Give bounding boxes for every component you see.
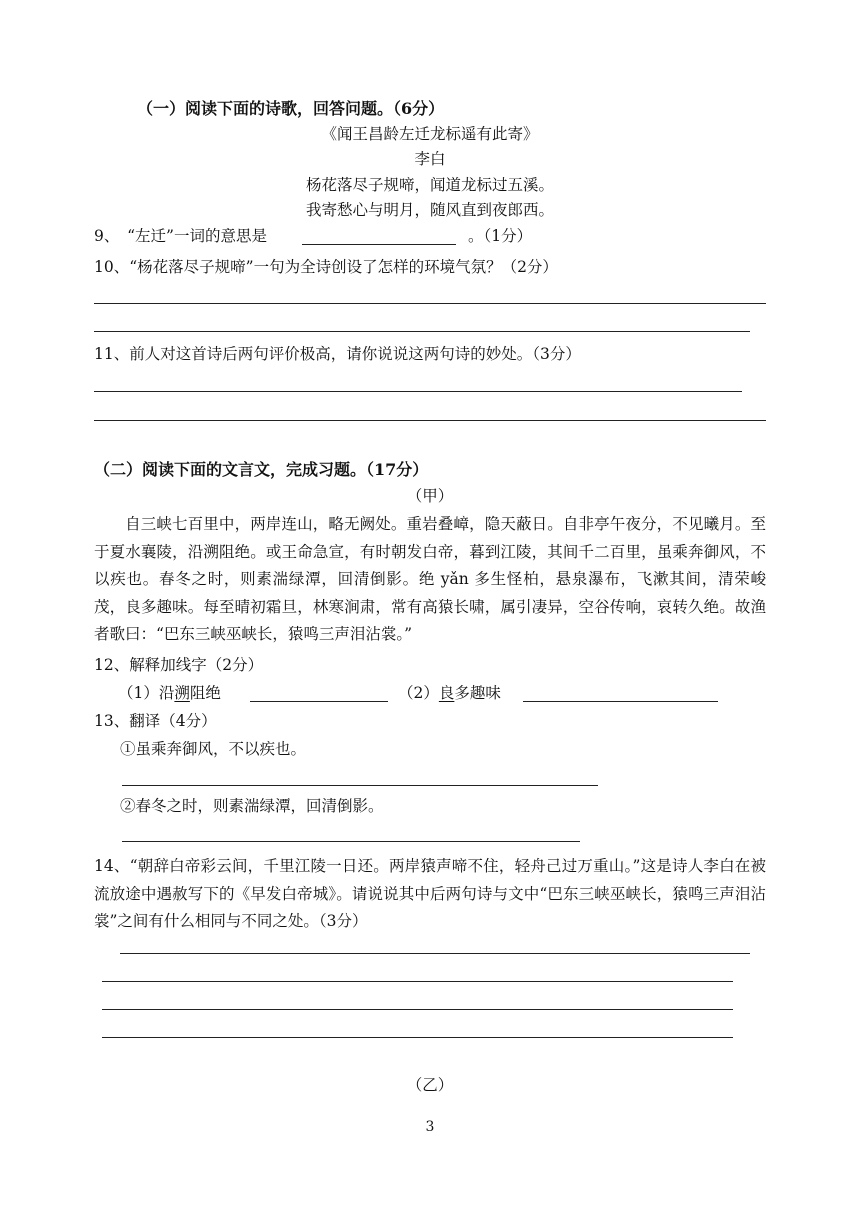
question-13-2: ②春冬之时，则素湍绿潭，回清倒影。 [120,797,384,815]
question-13: 13、翻译（4分） [94,712,217,730]
poem-author: 李白 [414,150,446,168]
answer-line-14a[interactable] [120,953,750,954]
answer-line-13-2[interactable] [122,841,580,842]
sub-heading-jia: （甲） [406,487,454,505]
answer-line-12-2[interactable] [523,701,718,702]
answer-line-13-1[interactable] [122,785,598,786]
question-12-2: （2）良多趣味 [398,684,501,702]
section2-header: （二）阅读下面的文言文，完成习题。（17分） [94,460,429,479]
poem-line-2: 我寄愁心与明月，随风直到夜郎西。 [305,201,554,219]
section1-header: （一）阅读下面的诗歌，回答问题。（6分） [137,99,445,118]
question-11: 11、前人对这首诗后两句评价极高，请你说说这两句诗的妙处。（3分） [94,345,581,363]
answer-line-9[interactable] [302,244,456,245]
answer-line-12-1[interactable] [250,701,388,702]
question-9-score: 。（1分） [468,227,533,245]
answer-line-11b[interactable] [94,420,766,421]
question-12: 12、解释加线字（2分） [94,656,264,674]
answer-line-10a[interactable] [94,303,766,304]
answer-line-14c[interactable] [102,1009,733,1010]
answer-line-11a[interactable] [94,391,742,392]
underlined-word-liang: 良 [438,684,455,702]
poem-title: 《闻王昌龄左迁龙标遥有此寄》 [321,125,539,143]
classical-passage: 自三峡七百里中，两岸连山，略无阙处。重岩叠嶂，隐天蔽日。自非亭午夜分，不见曦月。至于夏水襄陵，沿溯阻绝。或王命急宣，有时朝发白帝，暮到江陵，其间千二百里，虽乘奔御风，不以疾也。春冬之时，则素湍绿潭，回清倒影。绝 yǎn 多生怪柏，悬泉瀑布，飞漱其间，清荣峻茂，良多趣味。每至晴初霜旦，林寒涧肃，常有高猿长啸，属引凄异，空谷传响，哀转久绝。故渔者歌曰：“巴东三峡巫峡长，猿鸣三声泪沾裳。” [94,515,766,643]
question-9: 9、 “左迁”一词的意思是 [94,227,267,245]
question-13-1: ①虽乘奔御风，不以疾也。 [120,740,307,758]
question-14: 14、“朝辞白帝彩云间，千里江陵一日还。两岸猿声啼不住，轻舟己过万重山。”这是诗人李白在被流放途中遇赦写下的《早发白帝城》。请说说其中后两句诗与文中“巴东三峡巫峡长，猿鸣三声泪沾裳”之间有什么相同与不同之处。（3分） [94,857,766,930]
answer-line-10b[interactable] [94,331,750,332]
question-12-1: （1）沿溯阻绝 [118,684,221,702]
poem-line-1: 杨花落尽子规啼，闻道龙标过五溪。 [305,176,554,194]
question-10: 10、“杨花落尽子规啼”一句为全诗创设了怎样的环境气氛？（2分） [94,258,558,276]
sub-heading-yi: （乙） [406,1076,454,1094]
answer-line-14b[interactable] [102,981,733,982]
underlined-word-su: 溯 [174,684,190,702]
answer-line-14d[interactable] [102,1037,733,1038]
page-number: 3 [425,1119,435,1135]
